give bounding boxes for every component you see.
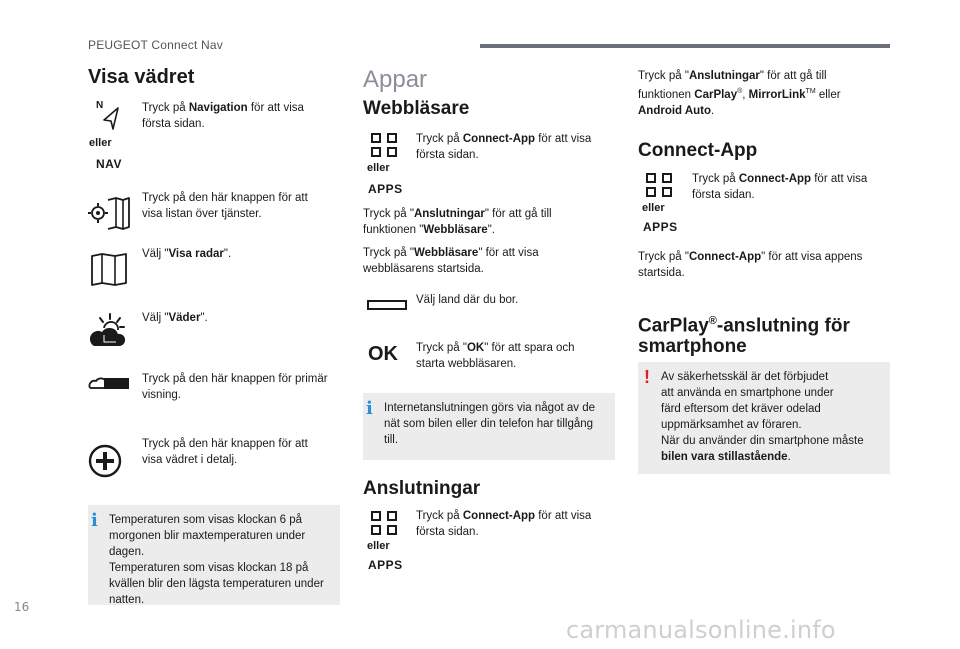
step-primary-view-text: Tryck på den här knappen för primär visning. bbox=[142, 373, 328, 401]
visa-vadret-heading: Visa vädret bbox=[88, 66, 195, 88]
apps-button-label: APPS bbox=[643, 220, 678, 234]
valj-land-text: Välj land där du bor. bbox=[416, 294, 519, 306]
eller-label: eller bbox=[642, 202, 665, 214]
apps-button-label: APPS bbox=[368, 558, 403, 572]
note-line: natten. bbox=[109, 594, 145, 606]
safety-warning-box bbox=[638, 362, 890, 474]
step-visa-radar-text: Välj "Visa radar". bbox=[142, 248, 232, 260]
warning-line: Av säkerhetsskäl är det förbjudet bbox=[661, 371, 829, 383]
apps-grid-icon bbox=[645, 172, 673, 198]
note-line: kvällen blir den lägsta temperaturen under bbox=[109, 578, 324, 590]
apps-button-label: APPS bbox=[368, 182, 403, 196]
ok-text: Tryck på "OK" för att spara och starta webbläsaren. bbox=[416, 342, 575, 370]
eller-label: eller bbox=[367, 162, 390, 174]
note-line: morgonen blir maxtemperaturen under bbox=[109, 530, 306, 542]
anslutningar-carplay-paragraph: Tryck på "Anslutningar" för att gå till funktionen CarPlay®, MirrorLink™ eller Android Auto. bbox=[638, 70, 841, 117]
appar-heading: Appar bbox=[363, 66, 428, 93]
manual-header: PEUGEOT Connect Nav bbox=[88, 38, 223, 52]
map-icon bbox=[90, 252, 128, 286]
connect-app-text: Tryck på Connect-App för att visa första sidan. bbox=[416, 133, 592, 161]
apps-grid-icon bbox=[370, 132, 398, 158]
text-field-icon bbox=[367, 299, 407, 311]
note-line: Temperaturen som visas klockan 18 på bbox=[109, 562, 309, 574]
note-line: Temperaturen som visas klockan 6 på bbox=[109, 514, 303, 526]
header-rule bbox=[480, 44, 890, 48]
connect-app-text: Tryck på Connect-App för att visa första sidan. bbox=[692, 173, 868, 201]
warning-line: att använda en smartphone under bbox=[661, 387, 834, 399]
eller-label: eller bbox=[367, 540, 390, 552]
webblasare-paragraph: Tryck på "Webbläsare" för att visa webbläsarens startsida. bbox=[363, 247, 539, 275]
info-icon: i bbox=[91, 510, 98, 531]
step-detail-text: Tryck på den här knappen för att visa vädret i detalj. bbox=[142, 438, 308, 466]
carplay-heading: CarPlay®-anslutning för smartphone bbox=[638, 315, 850, 358]
weather-sun-cloud-icon bbox=[88, 312, 128, 348]
watermark: carmanualsonline.info bbox=[566, 616, 836, 644]
anslutningar-heading: Anslutningar bbox=[363, 478, 481, 499]
internet-info-box bbox=[363, 393, 615, 460]
warning-line: När du använder din smartphone måste bbox=[661, 435, 864, 447]
note-line: Internetanslutningen görs via något av de bbox=[384, 402, 595, 414]
step-vader-text: Välj "Väder". bbox=[142, 312, 208, 324]
info-icon: i bbox=[366, 398, 373, 419]
navigation-arrow-icon: N bbox=[96, 100, 126, 134]
plus-circle-icon bbox=[88, 444, 122, 478]
warning-exclamation-icon: ! bbox=[644, 367, 650, 387]
temperature-info-box bbox=[88, 505, 340, 605]
anslutningar-connect-app-text: Tryck på Connect-App för att visa första sidan. bbox=[416, 510, 592, 538]
note-line: dagen. bbox=[109, 546, 145, 558]
services-map-icon bbox=[88, 196, 130, 230]
connect-app-heading: Connect-App bbox=[638, 140, 758, 161]
warning-line: färd eftersom det kräver odelad bbox=[661, 403, 821, 415]
note-line: till. bbox=[384, 434, 399, 446]
cloud-bar-icon bbox=[88, 376, 130, 390]
eller-label: eller bbox=[89, 137, 112, 149]
ok-button-label: OK bbox=[368, 343, 398, 365]
webblasare-heading: Webbläsare bbox=[363, 98, 470, 119]
warning-line: bilen vara stillastående. bbox=[661, 451, 791, 463]
page-number: 16 bbox=[14, 600, 30, 614]
note-line: nät som bilen eller din telefon har tillgång bbox=[384, 418, 594, 430]
anslutningar-paragraph: Tryck på "Anslutningar" för att gå till funktionen "Webbläsare". bbox=[363, 208, 552, 236]
connect-app-paragraph: Tryck på "Connect-App" för att visa appens startsida. bbox=[638, 251, 863, 279]
warning-line: uppmärksamhet av föraren. bbox=[661, 419, 802, 431]
apps-grid-icon bbox=[370, 510, 398, 536]
step-navigation-text: Tryck på Navigation för att visa första sidan. bbox=[142, 102, 304, 130]
nav-button-label: NAV bbox=[96, 157, 122, 171]
step-services-text: Tryck på den här knappen för att visa listan över tjänster. bbox=[142, 192, 308, 220]
